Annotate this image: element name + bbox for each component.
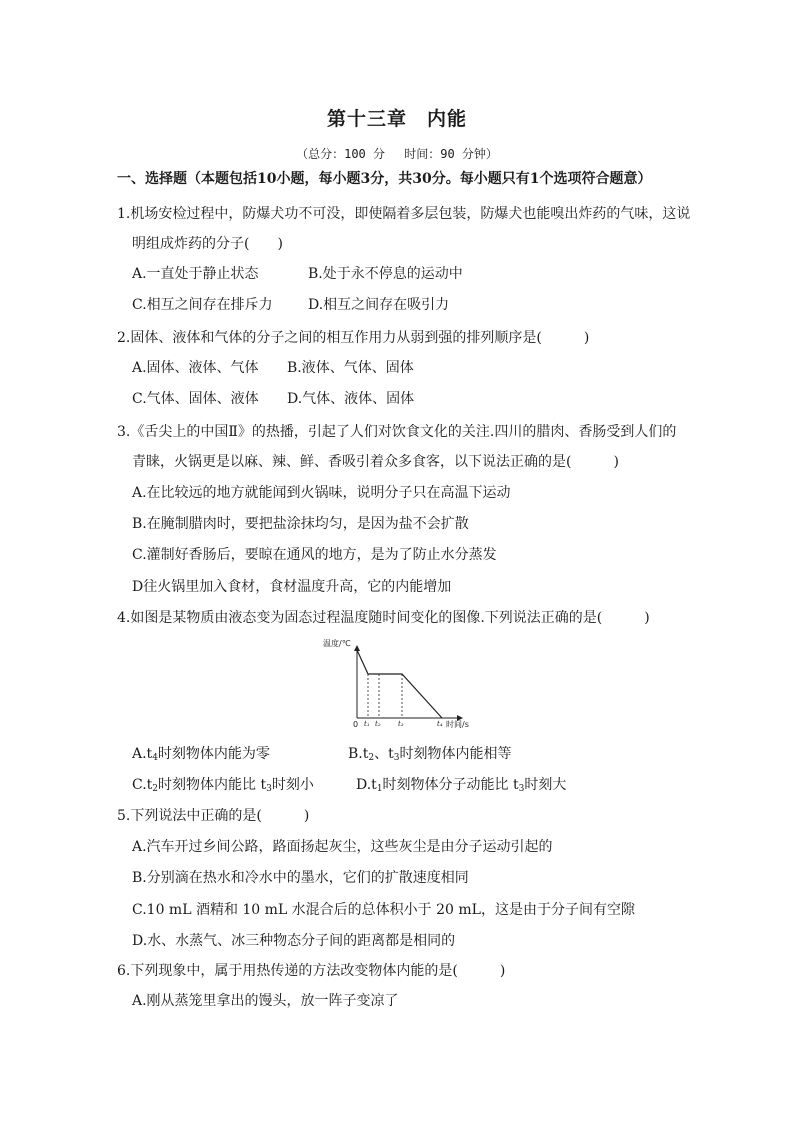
t3-label: t₃ — [398, 720, 404, 728]
question-1-option-c: C.相互之间存在排斥力 — [132, 297, 273, 313]
question-6-stem: 6.下列现象中，属于用热传递的方法改变物体内能的是( ) — [117, 963, 506, 979]
exam-meta: （总分：100 分 时间：90 分钟） — [296, 147, 498, 161]
question-3-option-b: B.在腌制腊肉时，要把盐涂抹均匀，是因为盐不会扩散 — [132, 516, 469, 532]
x-axis-label: 时间/s — [446, 720, 469, 729]
question-3-option-c: C.灌制好香肠后，要晾在通风的地方，是为了防止水分蒸发 — [132, 547, 497, 563]
section-header: 一、选择题（本题包括10小题，每小题3分，共30分。每小题只有1个选项符合题意） — [117, 171, 652, 187]
cooling-curve — [357, 650, 442, 718]
question-4-stem: 4.如图是某物质由液态变为固态过程温度随时间变化的图像.下列说法正确的是( ) — [117, 610, 650, 626]
question-5-stem: 5.下列说法中正确的是( ) — [117, 808, 310, 824]
question-6-option-a: A.刚从蒸笼里拿出的馒头，放一阵子变凉了 — [132, 993, 399, 1009]
question-4-option-c: $C.t_2$时刻物体内能比 $t_3$时刻小 — [132, 777, 314, 794]
question-1-stem-cont: 明组成炸药的分子( ) — [132, 236, 283, 252]
question-2-option-b: B.液体、气体、固体 — [287, 360, 414, 376]
question-1-option-a: A.一直处于静止状态 — [132, 266, 259, 282]
question-5-option-d: D.水、水蒸气、冰三种物态分子间的距离都是相同的 — [132, 933, 456, 949]
origin-label: 0 — [353, 720, 359, 729]
temperature-time-graph — [322, 634, 472, 734]
question-5-option-a: A.汽车开过乡间公路，路面扬起灰尘，这些灰尘是由分子运动引起的 — [132, 839, 553, 855]
question-3-option-d: D往火锅里加入食材，食材温度升高，它的内能增加 — [132, 579, 452, 595]
t4-label: t₄ — [437, 720, 443, 728]
question-2-option-c: C.气体、固体、液体 — [132, 391, 259, 407]
question-3-option-a: A.在比较远的地方就能闻到火锅味，说明分子只在高温下运动 — [132, 485, 511, 501]
question-3-stem: 3.《舌尖上的中国Ⅱ》的热播，引起了人们对饮食文化的关注.四川的腊肉、香肠受到人们的 — [117, 424, 677, 440]
question-2-option-d: D.气体、液体、固体 — [287, 391, 415, 407]
question-2-stem: 2.固体、液体和气体的分子之间的相互作用力从弱到强的排列顺序是( ) — [117, 330, 590, 346]
question-1-stem: 1.机场安检过程中，防爆犬功不可没，即使隔着多层包装，防爆犬也能嗅出炸药的气味，这说 — [117, 206, 691, 222]
question-4-option-b: $B.t_2$、$t_3$时刻物体内能相等 — [348, 746, 512, 763]
question-3-stem-cont: 青睐，火锅更是以麻、辣、鲜、香吸引着众多食客，以下说法正确的是( ) — [132, 454, 619, 470]
question-4-option-a: $A.t_4$时刻物体内能为零 — [132, 746, 270, 763]
question-5-option-b: B.分别滴在热水和冷水中的墨水，它们的扩散速度相同 — [132, 870, 469, 886]
t1-label: t₁ — [364, 720, 370, 728]
page-title: 第十三章 内能 — [326, 108, 467, 130]
t2-label: t₂ — [375, 720, 381, 728]
question-1-option-b: B.处于永不停息的运动中 — [308, 266, 463, 282]
question-5-option-c: C.10 mL 酒精和 10 mL 水混合后的总体积小于 20 mL，这是由于分子间有空隙 — [132, 902, 635, 918]
question-1-option-d: D.相互之间存在吸引力 — [308, 297, 450, 313]
question-4-option-d: $D.t_1$时刻物体分子动能比 $t_3$时刻大 — [356, 777, 567, 794]
question-2-option-a: A.固体、液体、气体 — [132, 360, 259, 376]
y-axis-label: 温度/℃ — [323, 639, 351, 648]
